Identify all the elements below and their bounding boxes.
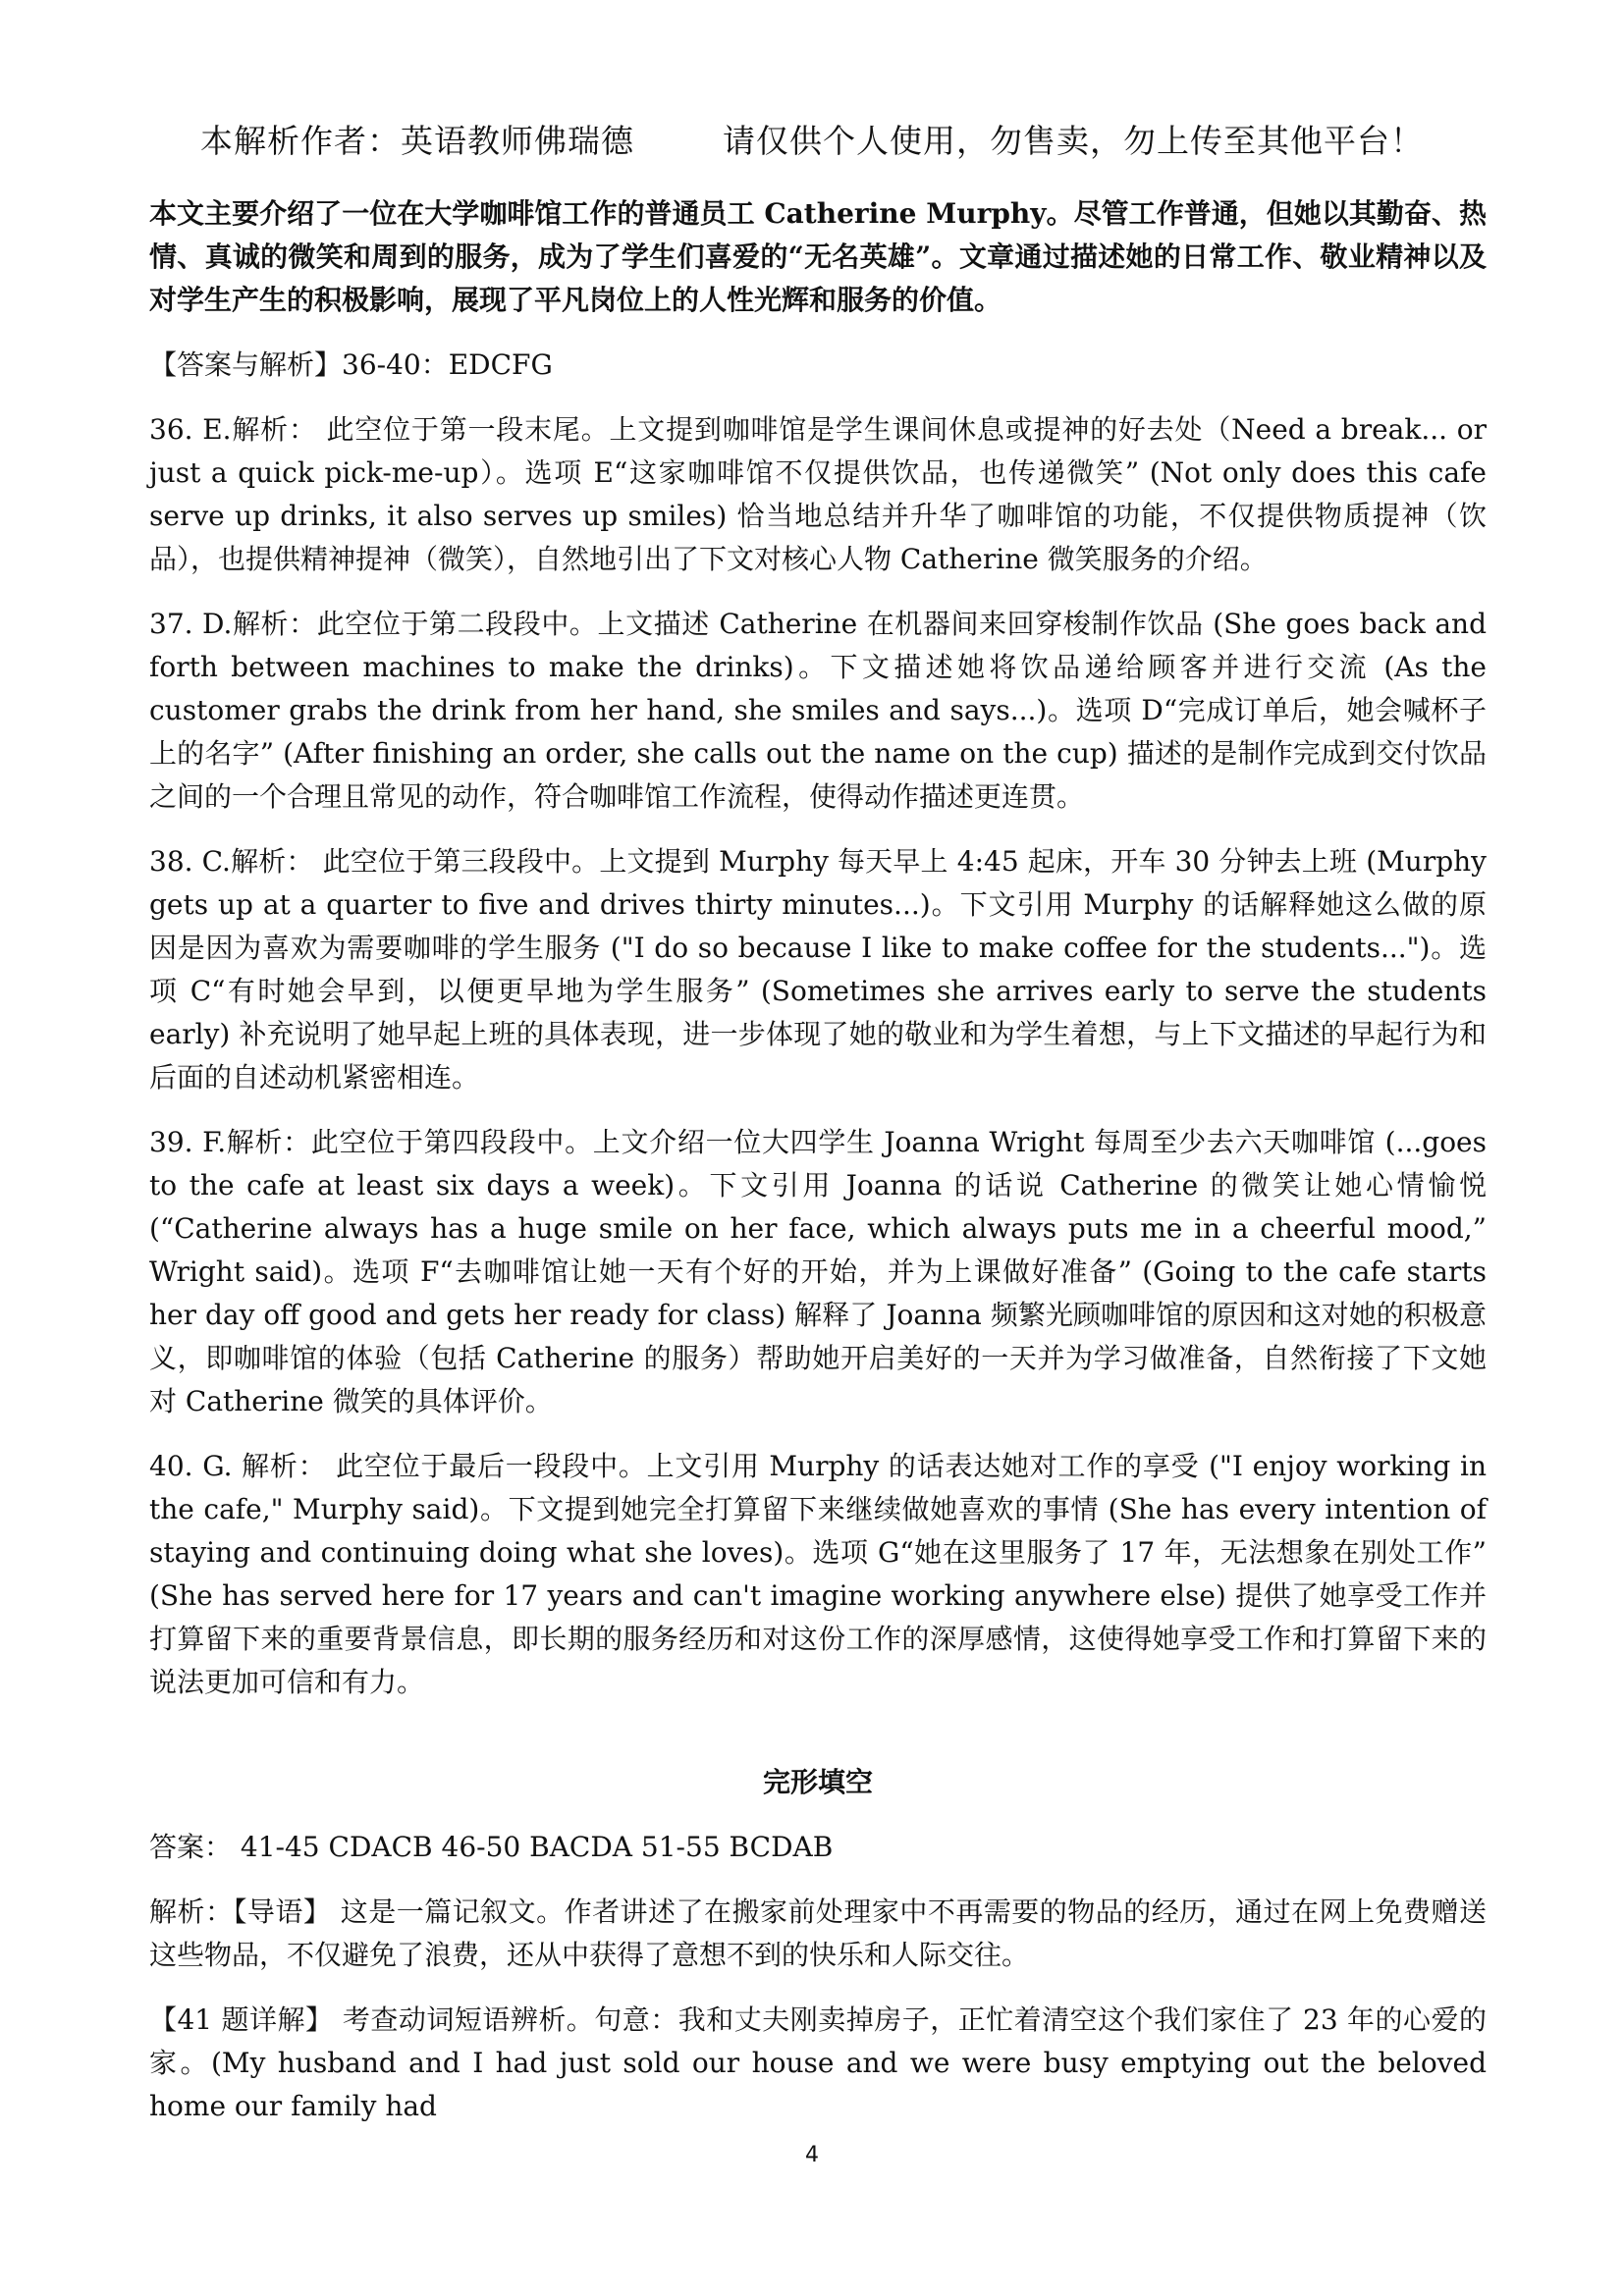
answer-key-line: 【答案与解析】36-40：EDCFG	[149, 348, 553, 381]
explanation-37: 37. D.解析：此空位于第二段段中。上文描述 Catherine 在机器间来回穿梭制作饮品 (She goes back and forth between machines to make the drinks)。下文描述她将饮品递给顾客并进行交流 (As the customer grabs the drink from her hand, she smiles and says...)。选项 D“完成订单后，她会喊杯子上的名字” (After finishing an order, she calls out the name on the cup) 描述的是制作完成到交付饮品之间的一个合理且常见的动作，符合咖啡馆工作流程，使得动作描述更连贯。	[149, 608, 1487, 813]
cloze-answers: 答案： 41-45 CDACB 46-50 BACDA 51-55 BCDAB	[149, 1831, 834, 1863]
explanation-40: 40. G. 解析： 此空位于最后一段段中。上文引用 Murphy 的话表达她对工作的享受 ("I enjoy working in the cafe," Murphy said)。下文提到她完全打算留下来继续做她喜欢的事情 (She has every intention of staying and continuing doing what she loves)。选项 G“她在这里服务了 17 年，无法想象在别处工作” (She has served here for 17 years and can't imagine working anywhere else) 提供了她享受工作并打算留下来的重要背景信息，即长期的服务经历和对这份工作的深厚感情，这使得她享受工作和打算留下来的说法更加可信和有力。	[149, 1450, 1487, 1698]
section-title-cloze: 完形填空	[762, 1766, 873, 1798]
explanation-38: 38. C.解析： 此空位于第三段段中。上文提到 Murphy 每天早上 4:45 起床，开车 30 分钟去上班 (Murphy gets up at a quarter to five and drives thirty minutes...)。下文引用 Murphy 的话解释她这么做的原因是因为喜欢为需要咖啡的学生服务 ("I do so because I like to make coffee for the students...")。选项 C“有时她会早到，以便更早地为学生服务” (Sometimes she arrives early to serve the students early) 补充说明了她早起上班的具体表现，进一步体现了她的敬业和为学生着想，与上下文描述的早起行为和后面的自述动机紧密相连。	[149, 845, 1487, 1094]
cloze-intro: 解析：【导语】 这是一篇记叙文。作者讲述了在搬家前处理家中不再需要的物品的经历，通过在网上免费赠送这些物品，不仅避免了浪费，还从中获得了意想不到的快乐和人际交往。	[149, 1896, 1487, 1971]
usage-notice: 请仅供个人使用，勿售卖，勿上传至其他平台！	[723, 122, 1424, 160]
article-summary: 本文主要介绍了一位在大学咖啡馆工作的普通员工 Catherine Murphy。尽管工作普通，但她以其勤奋、热情、真诚的微笑和周到的服务，成为了学生们喜爱的“无名英雄”。文章通过描述她的日常工作、敬业精神以及对学生产生的积极影响，展现了平凡岗位上的人性光辉和服务的价值。	[149, 197, 1487, 316]
main-content	[149, 192, 1487, 2150]
page-header	[0, 116, 1624, 162]
explanation-39: 39. F.解析：此空位于第四段段中。上文介绍一位大四学生 Joanna Wright 每周至少去六天咖啡馆 (...goes to the cafe at least six days a week)。下文引用 Joanna 的话说 Catherine 的微笑让她心情愉悦 (“Catherine always has a huge smile on her face, which always puts me in a cheerful mood,” Wright said)。选项 F“去咖啡馆让她一天有个好的开始，并为上课做好准备” (Going to the cafe starts her day off good and gets her ready for class) 解释了 Joanna 频繁光顾咖啡馆的原因和这对她的积极意义，即咖啡馆的体验（包括 Catherine 的服务）帮助她开启美好的一天并为学习做准备，自然衔接了下文她对 Catherine 微笑的具体评价。	[149, 1126, 1487, 1417]
explanation-41: 【41 题详解】 考查动词短语辨析。句意：我和丈夫刚卖掉房子，正忙着清空这个我们家住了 23 年的心爱的家。(My husband and I had just sold our house and we were busy emptying out the beloved home our family had	[149, 2003, 1487, 2122]
page-number: 4	[805, 2143, 819, 2167]
author-credit: 本解析作者：英语教师佛瑞德	[200, 122, 634, 160]
explanation-36: 36. E.解析： 此空位于第一段末尾。上文提到咖啡馆是学生课间休息或提神的好去处（Need a break... or just a quick pick-me-up）。选项 E“这家咖啡馆不仅提供饮品，也传递微笑” (Not only does this cafe serve up drinks, it also serves up smiles) 恰当地总结并升华了咖啡馆的功能，不仅提供物质提神（饮品），也提供精神提神（微笑），自然地引出了下文对核心人物 Catherine 微笑服务的介绍。	[149, 413, 1487, 575]
